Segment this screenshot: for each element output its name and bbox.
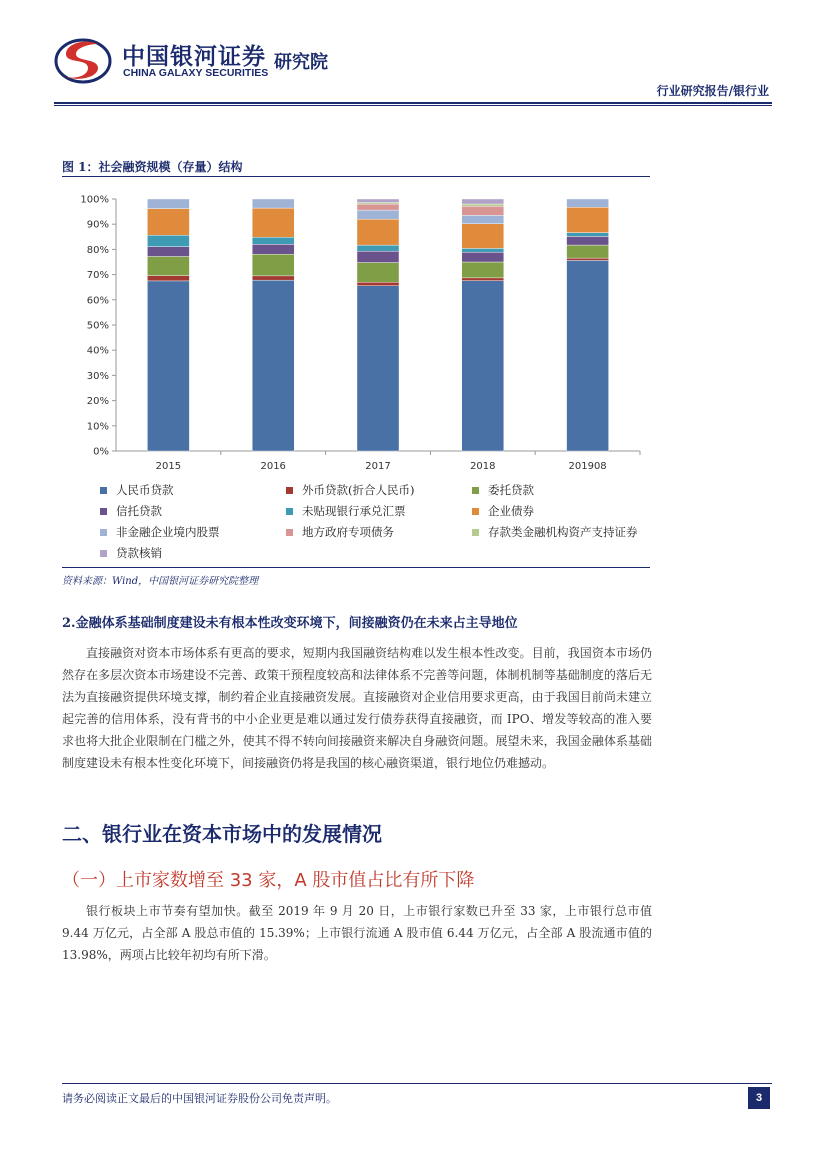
legend-item	[472, 524, 638, 540]
bar-segment	[147, 247, 189, 257]
bar-segment	[567, 245, 609, 258]
legend-label: 未贴现银行承兑汇票	[302, 504, 406, 518]
bar-segment	[147, 199, 189, 209]
legend-label: 委托贷款	[488, 483, 534, 497]
figure-source: 资料来源：Wind，中国银河证券研究院整理	[62, 576, 259, 587]
section-paragraph	[62, 642, 652, 774]
bar-segment	[357, 282, 399, 286]
bar-segment	[357, 219, 399, 245]
legend-swatch	[100, 508, 107, 515]
bar-segment	[147, 281, 189, 451]
chapter-subtitle: （一）上市家数增至 33 家，A 股市值占比有所下降	[62, 870, 475, 891]
y-tick-label: 10%	[86, 421, 109, 433]
header-divider	[54, 102, 772, 104]
logo-institute-label: 研究院	[274, 52, 328, 73]
y-tick-label: 90%	[86, 219, 109, 231]
bar-segment	[147, 209, 189, 236]
legend-swatch	[472, 487, 479, 494]
bar-segment	[567, 258, 609, 260]
bar-segment	[462, 252, 504, 262]
bar-segment	[567, 233, 609, 237]
bar-segment	[462, 248, 504, 252]
bar-segment	[357, 199, 399, 203]
bar-segment	[252, 254, 294, 276]
x-tick-label: 2018	[470, 461, 496, 472]
header-divider-thin	[54, 105, 772, 106]
bar-segment	[567, 236, 609, 245]
bar-segment	[252, 244, 294, 254]
legend-item	[286, 503, 406, 519]
x-tick-label: 2015	[155, 461, 182, 472]
section-heading: 2.金融体系基础制度建设未有根本性改变环境下，间接融资仍在未来占主导地位	[62, 616, 518, 631]
page-number: 3	[748, 1087, 770, 1109]
bar-segment	[357, 263, 399, 283]
x-tick-label: 2016	[260, 461, 286, 472]
bar-segment	[462, 281, 504, 451]
figure-top-rule	[62, 176, 650, 177]
bar-segment	[567, 260, 609, 451]
bar-segment	[357, 286, 399, 451]
bar-segment	[462, 224, 504, 249]
bar-segment	[252, 199, 294, 208]
legend-swatch	[286, 529, 293, 536]
legend-swatch	[100, 487, 107, 494]
bar-segment	[147, 235, 189, 246]
bar-segment	[147, 276, 189, 281]
bar-segment	[147, 256, 189, 275]
legend-item	[100, 524, 220, 540]
report-category-tag: 行业研究报告/银行业	[656, 84, 769, 98]
paragraph-text: 直接融资对资本市场体系有更高的要求，短期内我国融资结构难以发生根本性改变。目前，我国资本市场仍然存在多层次资本市场建设不完善、政策干预程度较高和法律体系不完善等问题，体制机制等基础制度的落后无法为直接融资提供环境支撑，制约着企业直接融资发展。直接融资对企业信用要求更高，由于我国目前尚未建立起完善的信用体系，没有背书的中小企业更是难以通过发行债券获得直接融资，而 IPO、增发等较高的准入要求也将大批企业限制在门槛之外，使其不得不转向间接融资来解决自身融资问题。展望未来，我国金融体系基础制度建设未有根本性变化环境下，间接融资仍将是我国的核心融资渠道，银行地位仍难撼动。	[62, 646, 652, 770]
legend-swatch	[472, 529, 479, 536]
legend-item	[472, 503, 534, 519]
legend-swatch	[286, 508, 293, 515]
logo-chinese-name: 中国银河证券	[122, 44, 266, 70]
footer-disclaimer: 请务必阅读正文最后的中国银河证券股份公司免责声明。	[62, 1092, 337, 1105]
y-tick-label: 50%	[86, 320, 109, 332]
y-tick-label: 80%	[86, 244, 109, 256]
legend-item	[286, 482, 414, 498]
y-tick-label: 100%	[80, 194, 109, 206]
bar-segment	[462, 215, 504, 223]
legend-item	[100, 482, 174, 498]
y-tick-label: 70%	[86, 270, 109, 282]
legend-swatch	[472, 508, 479, 515]
legend-label: 外币贷款(折合人民币)	[302, 483, 415, 497]
galaxy-logo-icon	[54, 36, 112, 86]
legend-swatch	[100, 550, 107, 557]
y-tick-label: 30%	[86, 370, 109, 382]
x-tick-label: 201908	[568, 461, 607, 472]
logo-english-name: CHINA GALAXY SECURITIES	[123, 67, 269, 79]
bar-segment	[252, 208, 294, 237]
chapter-paragraph	[62, 900, 652, 966]
legend-item	[100, 545, 162, 561]
bar-segment	[462, 204, 504, 206]
bar-segment	[567, 207, 609, 232]
legend-label: 存款类金融机构资产支持证券	[488, 525, 638, 539]
x-tick-label: 2017	[365, 461, 391, 472]
legend-swatch	[100, 529, 107, 536]
bar-segment	[462, 199, 504, 204]
legend-label: 人民币贷款	[116, 483, 174, 497]
y-tick-label: 60%	[86, 295, 109, 307]
legend-label: 非金融企业境内股票	[116, 525, 220, 539]
bar-segment	[252, 237, 294, 244]
chapter-title: 二、银行业在资本市场中的发展情况	[62, 822, 382, 846]
bar-segment	[462, 278, 504, 281]
bar-segment	[357, 251, 399, 262]
bar-segment	[462, 206, 504, 215]
y-tick-label: 40%	[86, 345, 109, 357]
legend-label: 信托贷款	[116, 504, 162, 518]
legend-label: 地方政府专项债务	[302, 525, 394, 539]
figure-title: 图 1：社会融资规模（存量）结构	[62, 160, 243, 174]
legend-swatch	[286, 487, 293, 494]
bar-segment	[357, 245, 399, 251]
bar-segment	[357, 210, 399, 219]
footer-divider	[62, 1083, 772, 1084]
paragraph-text: 银行板块上市节奏有望加快。截至 2019 年 9 月 20 日，上市银行家数已升至 33 家，上市银行总市值 9.44 万亿元，占全部 A 股总市值的 15.39%；上市银行流通 A 股市值 6.44 万亿元，占全部 A 股流通市值的 13.98%，两项占比较年初均有所下滑。	[62, 904, 652, 962]
bar-segment	[357, 204, 399, 210]
legend-label: 贷款核销	[116, 546, 162, 560]
bar-segment	[567, 199, 609, 207]
legend-label: 企业债券	[488, 504, 534, 518]
legend-item	[100, 503, 162, 519]
legend-item	[286, 524, 394, 540]
bar-segment	[462, 262, 504, 278]
y-tick-label: 20%	[86, 396, 109, 408]
legend-item	[472, 482, 534, 498]
figure-bottom-rule	[62, 567, 650, 568]
bar-segment	[252, 280, 294, 451]
stacked-bar-chart	[62, 185, 650, 475]
bar-segment	[252, 276, 294, 280]
bar-segment	[357, 203, 399, 205]
y-tick-label: 0%	[93, 446, 109, 458]
